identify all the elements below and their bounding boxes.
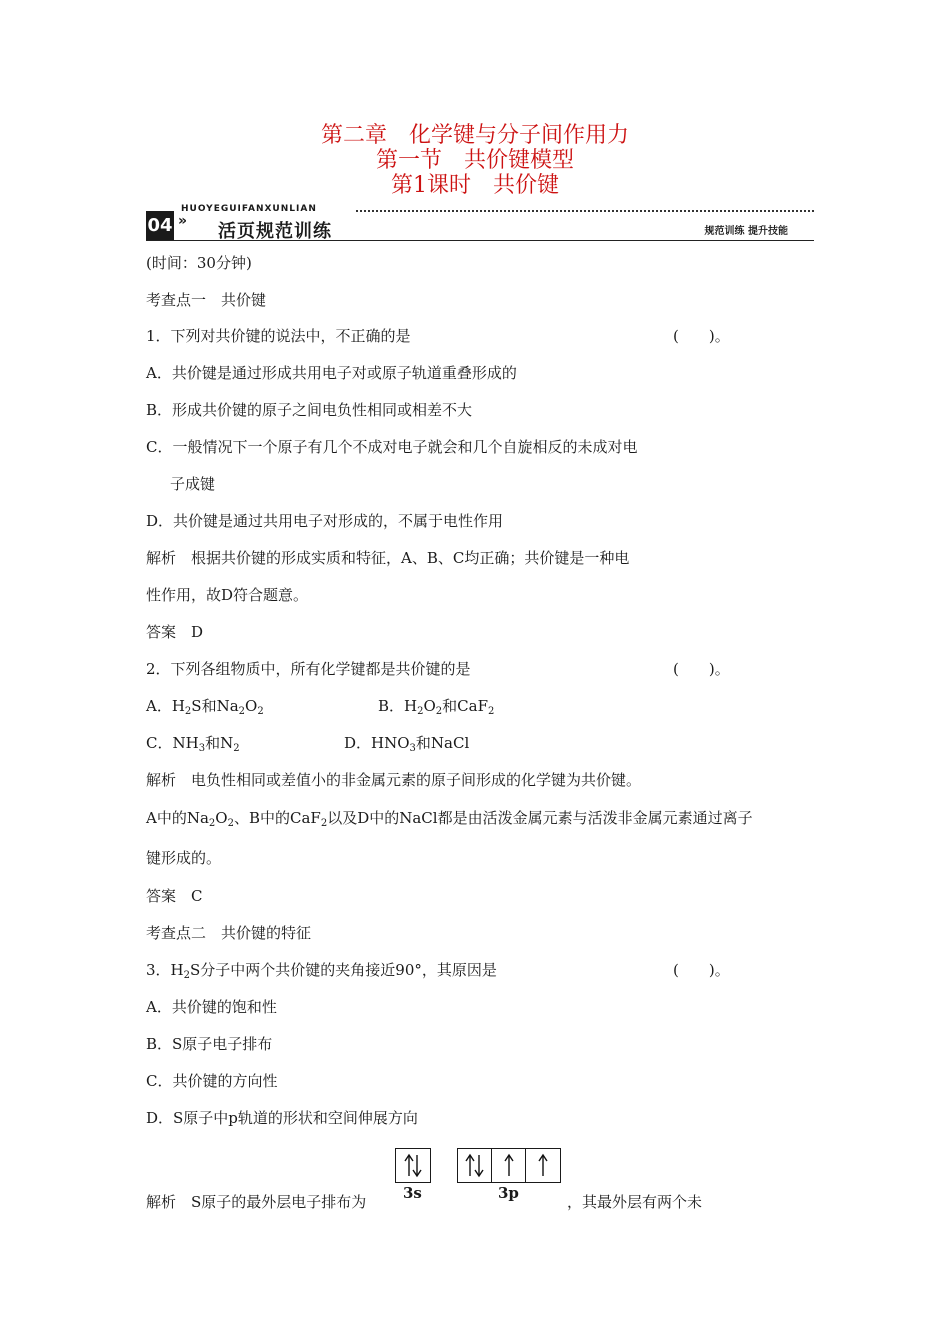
question-3-analysis: 解析 S原子的最外层电子排布为 (146, 1193, 367, 1211)
question-2-analysis: 解析 电负性相同或差值小的非金属元素的原子间形成的化学键为共价键。 (146, 771, 642, 789)
question-3-paren: ( )。 (673, 961, 730, 979)
chapter-title: 第二章 化学键与分子间作用力 (320, 123, 629, 148)
banner-pinyin: HUOYEGUIFANXUNLIAN (181, 204, 317, 214)
paired-electron-arrows-icon (396, 1149, 430, 1182)
question-1-option-a: A．共价键是通过形成共用电子对或原子轨道重叠形成的 (146, 364, 517, 382)
electron-arrows-icon (458, 1149, 560, 1182)
banner-subtitle: 规范训练 提升技能 (704, 226, 788, 237)
exercise-banner (146, 204, 814, 242)
orbital-3p-box (457, 1148, 561, 1183)
question-3-option-c: C．共价键的方向性 (146, 1072, 278, 1090)
topic-heading-1: 考查点一 共价键 (146, 291, 267, 309)
question-1-analysis-cont: 性作用，故D符合题意。 (146, 586, 309, 604)
question-3-option-a: A．共价键的饱和性 (146, 998, 277, 1016)
banner-rule (146, 240, 814, 241)
question-2-option-a: A．$H_2S$和$Na_2O_2$ (146, 697, 264, 717)
question-2-option-d: D．$HNO_3$和NaCl (344, 734, 470, 754)
chevron-icon: » (178, 213, 188, 229)
banner-dotted-line (356, 210, 814, 212)
question-1-option-c-cont: 子成键 (170, 475, 216, 493)
question-2-option-c: C．$NH_3$和$N_2$ (146, 734, 240, 754)
question-1-option-b: B．形成共价键的原子之间电负性相同或相差不大 (146, 401, 473, 419)
question-2-option-b: B．$H_2O_2$和CaF$_2$ (378, 697, 495, 717)
banner-title: 活页规范训练 (218, 221, 332, 242)
question-1-stem: 1．下列对共价键的说法中，不正确的是 (146, 327, 411, 345)
question-2-analysis-cont: A中的$Na_2O_2$、B中的CaF$_2$以及D中的NaCl都是由活泼金属元素与活泼非金属元素通过离子 (146, 809, 753, 829)
question-2-paren: ( )。 (673, 660, 730, 678)
lesson-title: 第1课时 共价键 (391, 173, 559, 198)
question-1-answer: 答案 D (146, 623, 204, 641)
question-3-option-b: B．S原子电子排布 (146, 1035, 273, 1053)
question-1-paren: ( )。 (673, 327, 730, 345)
question-1-option-d: D．共价键是通过共用电子对形成的，不属于电性作用 (146, 512, 504, 530)
time-limit: (时间：30分钟) (146, 254, 252, 272)
orbital-3p-label: 3p (498, 1184, 519, 1202)
orbital-3s-label: 3s (403, 1184, 422, 1202)
question-3-option-d: D．S原子中p轨道的形状和空间伸展方向 (146, 1109, 418, 1127)
section-title: 第一节 共价键模型 (375, 148, 574, 173)
banner-badge: 04 (146, 211, 174, 240)
question-1-option-c: C．一般情况下一个原子有几个不成对电子就会和几个自旋相反的未成对电 (146, 438, 638, 456)
question-2-analysis-cont-2: 键形成的。 (146, 849, 222, 867)
topic-heading-2: 考查点二 共价键的特征 (146, 924, 312, 942)
orbital-3s-box (395, 1148, 431, 1183)
question-1-analysis: 解析 根据共价键的形成实质和特征，A、B、C均正确；共价键是一种电 (146, 549, 630, 567)
question-2-stem: 2．下列各组物质中，所有化学键都是共价键的是 (146, 660, 471, 678)
question-3-stem: 3．$H_2S$分子中两个共价键的夹角接近90°，其原因是 (146, 961, 497, 981)
question-2-answer: 答案 C (146, 887, 203, 905)
question-3-analysis-cont: ，其最外层有两个未 (567, 1193, 703, 1211)
